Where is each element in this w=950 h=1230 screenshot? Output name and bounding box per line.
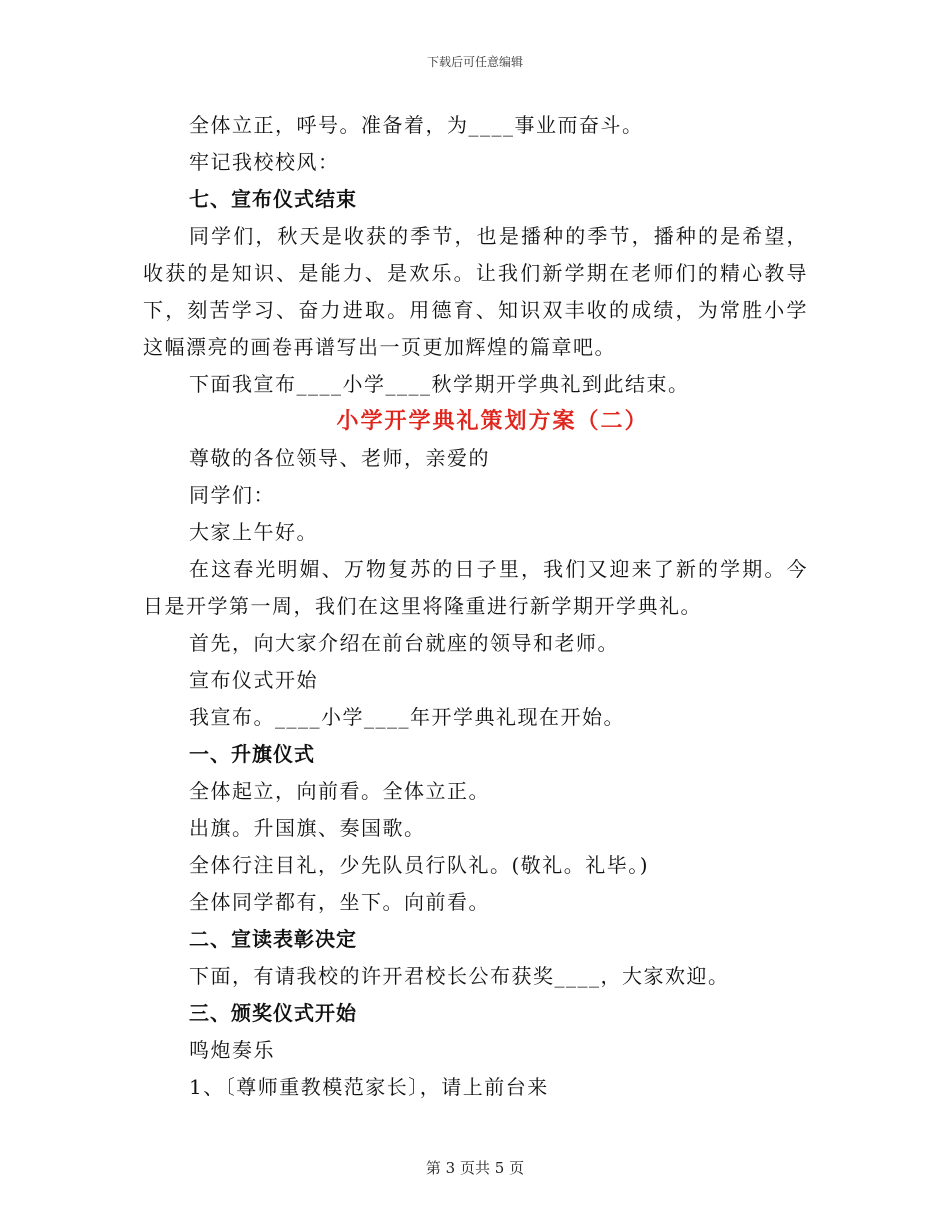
- paragraph-line: 下面我宣布____小学____秋学期开学典礼到此结束。: [189, 372, 690, 396]
- header-note: 下载后可任意编辑: [426, 55, 523, 69]
- paragraph-line: 全体同学都有，坐下。向前看。: [189, 890, 490, 914]
- paragraph-line: 牢记我校校风：: [189, 150, 340, 174]
- paragraph-line: 同学们：: [189, 483, 275, 507]
- paragraph-line: 1、〔尊师重教模范家长〕，请上前台来: [189, 1075, 549, 1099]
- paragraph-line: 全体起立，向前看。全体立正。: [189, 779, 490, 803]
- paragraph-line: 下面，有请我校的许开君校长公布获奖____，大家欢迎。: [189, 964, 730, 988]
- paragraph-line: 下，刻苦学习、奋力进取。用德育、知识双丰收的成绩，为常胜小学: [143, 298, 808, 322]
- paragraph-line: 尊敬的各位领导、老师，亲爱的: [189, 446, 490, 470]
- section-title: 小学开学典礼策划方案（二）: [336, 408, 649, 434]
- document-body: [143, 107, 808, 1106]
- paragraph-line: 这幅漂亮的画卷再谱写出一页更加辉煌的篇章吧。: [143, 335, 616, 359]
- section-heading: 一、升旗仪式: [189, 742, 315, 766]
- paragraph-line: 在这春光明媚、万物复苏的日子里，我们又迎来了新的学期。今: [189, 557, 808, 581]
- paragraph-line: 全体立正，呼号。准备着，为____事业而奋斗。: [189, 113, 644, 137]
- paragraph-line: 收获的是知识、是能力、是欢乐。让我们新学期在老师们的精心教导: [143, 261, 808, 285]
- paragraph-line: 首先，向大家介绍在前台就座的领导和老师。: [189, 631, 619, 655]
- page-number: 第 3 页共 5 页: [425, 1159, 525, 1177]
- paragraph-line: 出旗。升国旗、奏国歌。: [189, 816, 426, 840]
- paragraph-line: 我宣布。____小学____年开学典礼现在开始。: [189, 705, 625, 729]
- section-heading: 三、颁奖仪式开始: [189, 1001, 357, 1025]
- paragraph-line: 同学们，秋天是收获的季节，也是播种的季节，播种的是希望，: [189, 224, 808, 248]
- section-heading: 七、宣布仪式结束: [189, 187, 357, 211]
- paragraph-line: 宣布仪式开始: [189, 668, 318, 692]
- paragraph-line: 全体行注目礼，少先队员行队礼。(敬礼。礼毕。): [189, 853, 650, 877]
- section-heading: 二、宣读表彰决定: [189, 927, 357, 951]
- paragraph-line: 日是开学第一周，我们在这里将隆重进行新学期开学典礼。: [143, 594, 702, 618]
- paragraph-line: 大家上午好。: [189, 520, 318, 544]
- paragraph-line: 鸣炮奏乐: [189, 1038, 275, 1062]
